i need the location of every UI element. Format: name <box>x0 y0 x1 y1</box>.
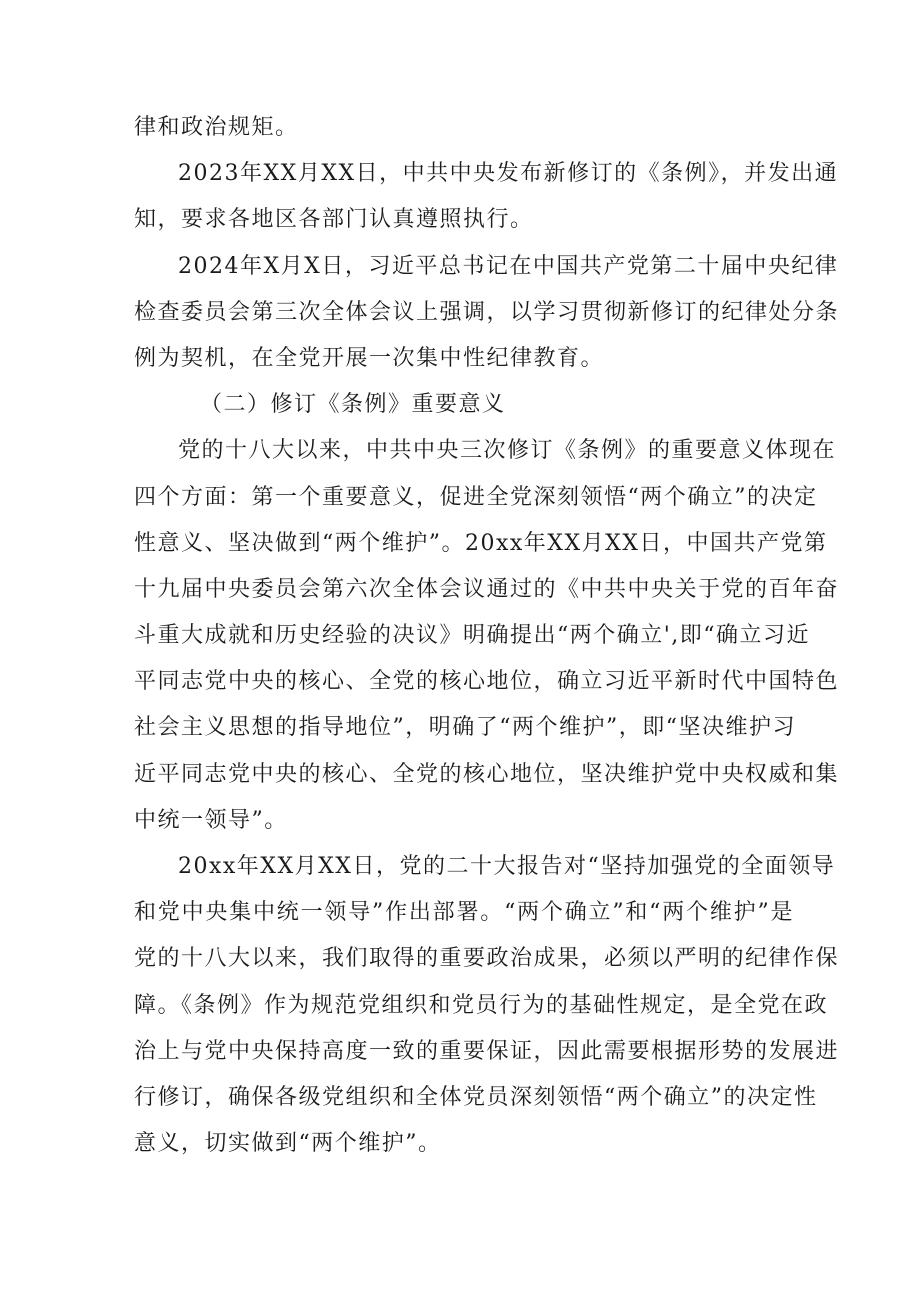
text-line: 检查委员会第三次全体会议上强调，以学习贯彻新修订的纪律处分条 <box>134 299 840 325</box>
text-line: 2024年X月X日，习近平总书记在中国共产党第二十届中央纪律 <box>178 253 839 279</box>
text-line: 党的十八大以来，我们取得的重要政治成果，必须以严明的纪律作保 <box>134 946 840 972</box>
text-line: 和党中央集中统一领导”作出部署。“两个确立”和“两个维护”是 <box>134 900 794 926</box>
text-line: 行修订，确保各级党组织和全体党员深刻领悟“两个确立”的决定性 <box>134 1084 818 1110</box>
paragraph-2024-speech <box>134 251 840 375</box>
paragraph-continuation <box>134 112 794 144</box>
paragraph-significance <box>134 435 840 837</box>
text-line: 例为契机，在全党开展一次集中性纪律教育。 <box>134 345 605 371</box>
text-line: 社会主义思想的指导地位”，明确了“两个维护”，即“坚决维护习 <box>134 715 796 741</box>
section-heading-text: （二）修订《条例》重要意义 <box>200 392 506 418</box>
text-line: 律和政治规矩。 <box>134 115 299 140</box>
text-line: 障。《条例》作为规范党组织和党员行为的基础性规定，是全党在政 <box>134 992 829 1018</box>
text-line: 性意义、坚决做到“两个维护”。20xx年XX月XX日，中国共产党第 <box>134 530 828 556</box>
text-line: 知，要求各地区各部门认真遵照执行。 <box>134 207 534 233</box>
text-line: 十九届中央委员会第六次全体会议通过的《中共中央关于党的百年奋 <box>134 576 840 602</box>
text-line: 2023年XX月XX日，中共中央发布新修订的《条例》，并发出通 <box>178 161 839 187</box>
text-line: 中统一领导”。 <box>134 807 288 833</box>
document-page <box>134 112 840 1174</box>
text-line: 近平同志党中央的核心、全党的核心地位，坚决维护党中央权威和集 <box>134 761 840 787</box>
text-line: 意义，切实做到“两个维护”。 <box>134 1131 442 1157</box>
text-line: 平同志党中央的核心、全党的核心地位，确立习近平新时代中国特色 <box>134 669 840 695</box>
paragraph-2023-revision <box>134 158 839 236</box>
text-line: 斗重大成就和历史经验的决议》明确提出“两个确立',即“确立习近 <box>134 623 811 649</box>
text-line: 四个方面：第一个重要意义，促进全党深刻领悟“两个确立”的决定 <box>134 484 818 510</box>
text-line: 党的十八大以来，中共中央三次修订《条例》的重要意义体现在 <box>178 438 837 464</box>
text-line: 20xx年XX月XX日，党的二十大报告对“坚持加强党的全面领导 <box>178 854 836 879</box>
section-heading <box>134 389 794 421</box>
paragraph-twentieth-congress <box>134 851 840 1160</box>
text-line: 治上与党中央保持高度一致的重要保证，因此需要根据形势的发展进 <box>134 1038 840 1064</box>
